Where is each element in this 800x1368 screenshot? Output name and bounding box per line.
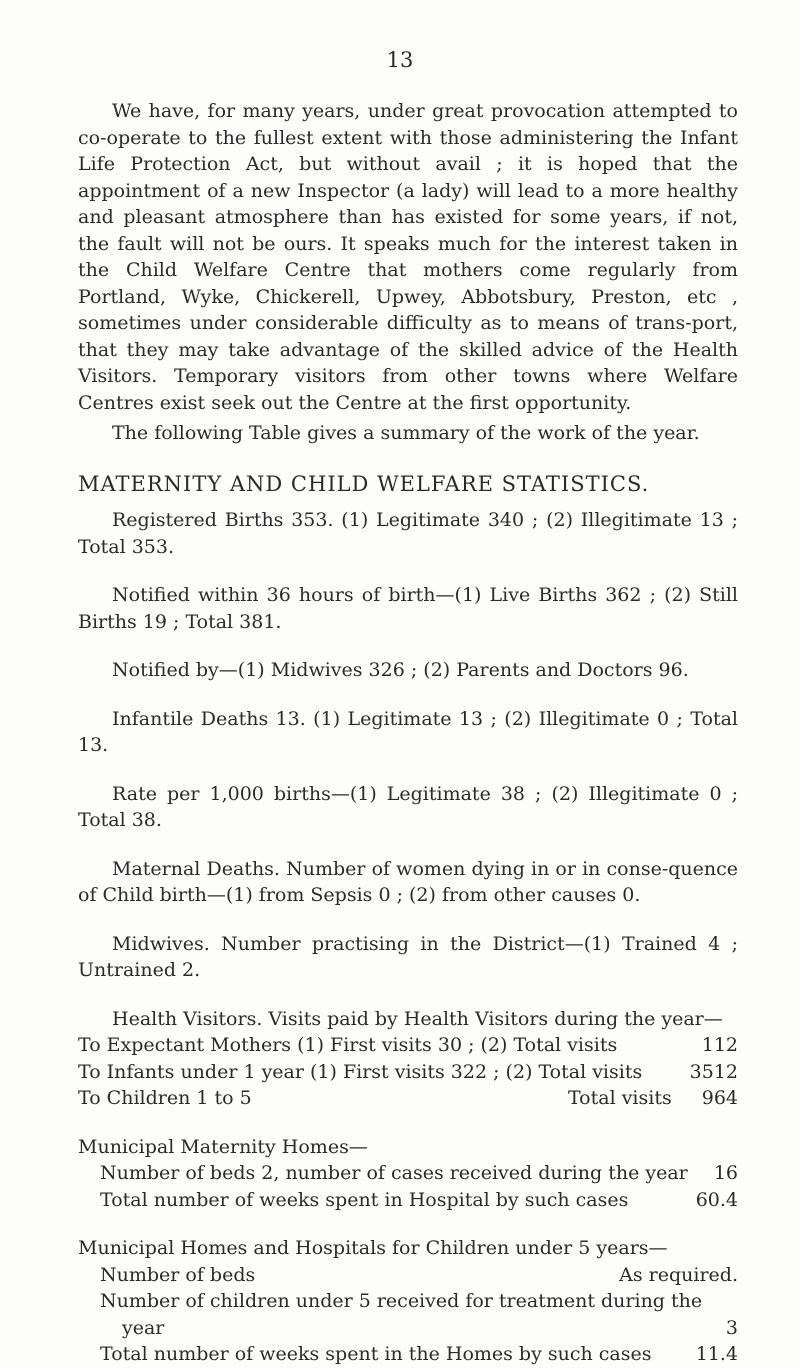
- row-value: 16: [713, 1162, 738, 1184]
- row-label: year: [122, 1316, 165, 1339]
- infantile-deaths: Infantile Deaths 13. (1) Legitimate 13 ; (2) Illegitimate 0 ; Total 13.: [78, 707, 738, 756]
- hv-row-infants: [78, 1059, 738, 1086]
- row-value: 11.4: [695, 1343, 738, 1365]
- row-value: As required.: [619, 1263, 738, 1286]
- health-visitors-intro: Health Visitors. Visits paid by Health Visitors during the year—: [112, 1007, 723, 1030]
- notified-births: Notified within 36 hours of birth—(1) Live Births 362 ; (2) Still Births 19 ; Total 381.: [78, 584, 738, 633]
- page-number: 13: [386, 48, 414, 72]
- body-text: [78, 98, 738, 1368]
- registered-births: Registered Births 353. (1) Legitimate 340 ; (2) Illegitimate 13 ; Total 353.: [78, 509, 738, 558]
- hv-row-mid: Total visits: [567, 1087, 672, 1109]
- table-intro: The following Table gives a summary of the work of the year.: [112, 422, 700, 444]
- children-homes-title: Municipal Homes and Hospitals for Children under 5 years—: [78, 1237, 668, 1259]
- hv-row-value: 964: [701, 1087, 738, 1109]
- row-value: 3: [725, 1316, 738, 1339]
- children-received-row: [78, 1315, 738, 1342]
- row-value: 60.4: [695, 1188, 738, 1211]
- midwives: Midwives. Number practising in the District—(1) Trained 4 ; Untrained 2.: [78, 932, 738, 981]
- children-beds-row: [78, 1262, 738, 1289]
- death-rate: Rate per 1,000 births—(1) Legitimate 38 ; (2) Illegitimate 0 ; Total 38.: [78, 782, 738, 831]
- maternal-deaths: Maternal Deaths. Number of women dying in or in conse-quence of Child birth—(1) from Sepsis 0 ; (2) from other causes 0.: [78, 857, 738, 906]
- row-label: Total number of weeks spent in the Homes by such cases: [100, 1343, 652, 1365]
- hv-row-value: 3512: [689, 1060, 738, 1083]
- hv-row-expectant-mothers: [78, 1032, 738, 1059]
- children-weeks-row: [78, 1341, 738, 1368]
- hv-row-children: [78, 1085, 738, 1112]
- maternity-homes-title: Municipal Maternity Homes—: [78, 1135, 368, 1158]
- hv-row-label: To Expectant Mothers (1) First visits 30 ; (2) Total visits: [78, 1034, 618, 1056]
- intro-paragraph: We have, for many years, under great provocation attempted to co-operate to the fullest extent with those administering the Infant Life Protection Act, but without avail ; it is hoped that the appointment of a new Inspector (a lady) will lead to a more healthy and pleasant atmosphere than has existed for some years, if not, the fault will not be ours. It speaks much for the interest taken in the Child Welfare Centre that mothers come regularly from Portland, Wyke, Chickerell, Upwey, Abbotsbury, Preston, etc , sometimes under considerable difficulty as to means of trans-port, that they may take advantage of the skilled advice of the Health Visitors. Temporary visitors from other towns where Welfare Centres exist seek out the Centre at the first opportunity.: [78, 100, 738, 414]
- maternity-beds-row: [78, 1160, 738, 1187]
- row-label: Total number of weeks spent in Hospital by such cases: [100, 1188, 629, 1211]
- row-label: Number of beds 2, number of cases received during the year: [100, 1162, 688, 1184]
- hv-row-label: To Infants under 1 year (1) First visits 322 ; (2) Total visits: [78, 1060, 643, 1083]
- hv-row-value: 112: [701, 1034, 738, 1056]
- hv-row-label: To Children 1 to 5: [78, 1087, 252, 1109]
- notified-by: Notified by—(1) Midwives 326 ; (2) Parents and Doctors 96.: [112, 659, 689, 681]
- statistics-heading: MATERNITY AND CHILD WELFARE STATISTICS.: [78, 471, 650, 496]
- row-label: Number of beds: [100, 1263, 256, 1286]
- maternity-weeks-row: [78, 1187, 738, 1214]
- children-received-text: Number of children under 5 received for treatment during the: [100, 1290, 703, 1312]
